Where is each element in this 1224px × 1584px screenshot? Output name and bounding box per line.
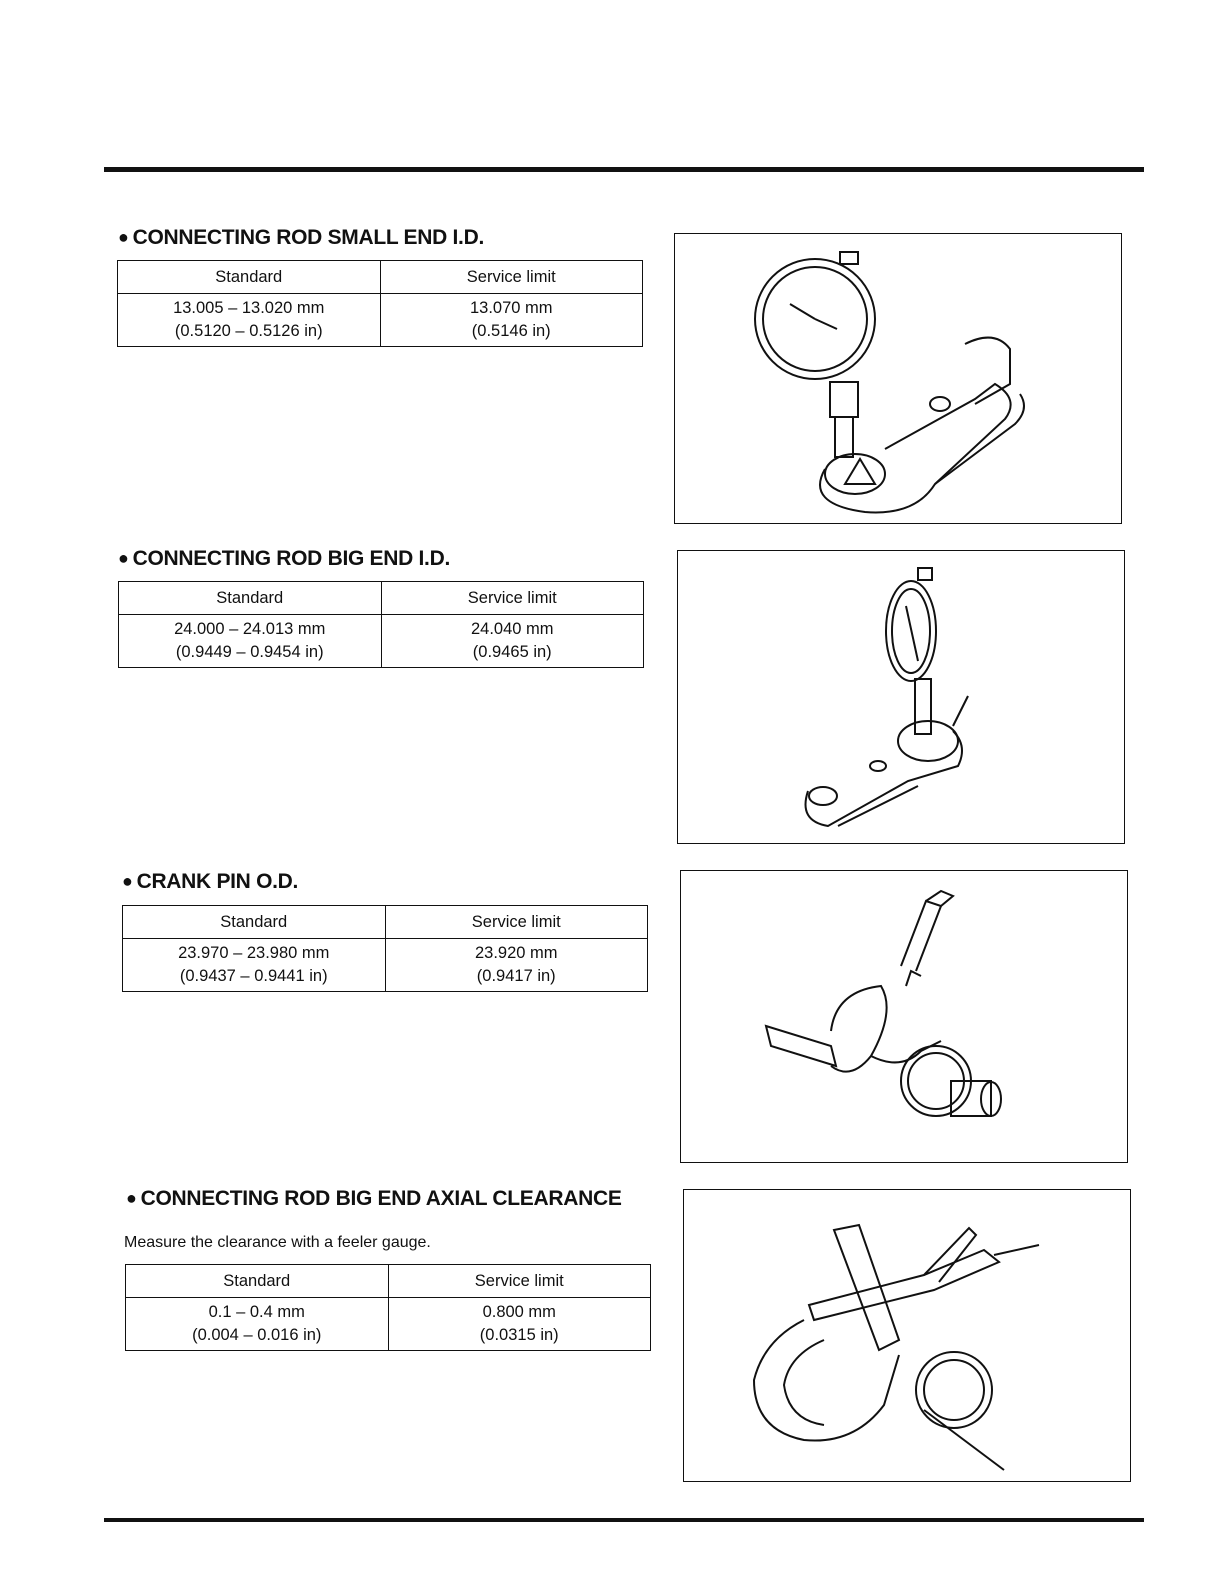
limit-mm: 13.070 mm bbox=[469, 299, 553, 317]
bullet-icon: ● bbox=[118, 548, 129, 568]
section-heading-crank-pin bbox=[122, 870, 298, 894]
limit-value bbox=[381, 615, 644, 668]
top-rule bbox=[104, 167, 1144, 172]
instruction-note: Measure the clearance with a feeler gauge. bbox=[124, 1234, 431, 1251]
feeler-gauge-crankshaft-illustration bbox=[683, 1189, 1131, 1482]
limit-header: Service limit bbox=[388, 1265, 651, 1298]
illustration-graphic bbox=[681, 871, 1127, 1162]
section-heading-axial-clearance bbox=[126, 1187, 622, 1211]
dial-bore-gauge-small-end-illustration bbox=[674, 233, 1122, 524]
limit-in: (0.9417 in) bbox=[476, 967, 556, 985]
standard-value bbox=[119, 615, 382, 668]
limit-value bbox=[388, 1298, 651, 1351]
limit-mm: 24.040 mm bbox=[470, 620, 554, 638]
limit-value bbox=[380, 294, 643, 347]
illustration-graphic bbox=[684, 1190, 1130, 1481]
bullet-icon: ● bbox=[126, 1188, 137, 1208]
limit-mm: 23.920 mm bbox=[474, 944, 558, 962]
standard-header: Standard bbox=[123, 906, 386, 939]
section-title: CRANK PIN O.D. bbox=[136, 870, 299, 893]
standard-in: (0.5120 – 0.5126 in) bbox=[174, 322, 323, 340]
limit-in: (0.5146 in) bbox=[471, 322, 551, 340]
section-title: CONNECTING ROD BIG END I.D. bbox=[132, 547, 450, 570]
spec-table-axial-clearance bbox=[125, 1264, 651, 1351]
standard-value bbox=[118, 294, 381, 347]
limit-header: Service limit bbox=[385, 906, 648, 939]
limit-value bbox=[385, 939, 648, 992]
spec-table-big-end bbox=[118, 581, 644, 668]
standard-value bbox=[126, 1298, 389, 1351]
standard-mm: 23.970 – 23.980 mm bbox=[178, 944, 330, 962]
standard-header: Standard bbox=[126, 1265, 389, 1298]
standard-mm: 24.000 – 24.013 mm bbox=[174, 620, 326, 638]
standard-header: Standard bbox=[119, 582, 382, 615]
bullet-icon: ● bbox=[118, 227, 129, 247]
bullet-icon: ● bbox=[122, 871, 133, 891]
spec-table-small-end bbox=[117, 260, 643, 347]
micrometer-crankshaft-illustration bbox=[680, 870, 1128, 1163]
standard-mm: 13.005 – 13.020 mm bbox=[173, 299, 325, 317]
standard-mm: 0.1 – 0.4 mm bbox=[208, 1303, 305, 1321]
section-title: CONNECTING ROD SMALL END I.D. bbox=[132, 226, 484, 249]
spec-table-crank-pin bbox=[122, 905, 648, 992]
illustration-graphic bbox=[675, 234, 1121, 523]
limit-header: Service limit bbox=[381, 582, 644, 615]
limit-in: (0.0315 in) bbox=[479, 1326, 559, 1344]
section-title: CONNECTING ROD BIG END AXIAL CLEARANCE bbox=[140, 1187, 622, 1210]
section-heading-small-end bbox=[118, 226, 484, 250]
illustration-graphic bbox=[678, 551, 1124, 843]
section-heading-big-end bbox=[118, 547, 450, 571]
limit-mm: 0.800 mm bbox=[482, 1303, 556, 1321]
limit-in: (0.9465 in) bbox=[472, 643, 552, 661]
standard-value bbox=[123, 939, 386, 992]
dial-bore-gauge-big-end-illustration bbox=[677, 550, 1125, 844]
standard-in: (0.9437 – 0.9441 in) bbox=[179, 967, 328, 985]
standard-in: (0.004 – 0.016 in) bbox=[192, 1326, 322, 1344]
limit-header: Service limit bbox=[380, 261, 643, 294]
standard-in: (0.9449 – 0.9454 in) bbox=[175, 643, 324, 661]
standard-header: Standard bbox=[118, 261, 381, 294]
bottom-rule bbox=[104, 1518, 1144, 1522]
